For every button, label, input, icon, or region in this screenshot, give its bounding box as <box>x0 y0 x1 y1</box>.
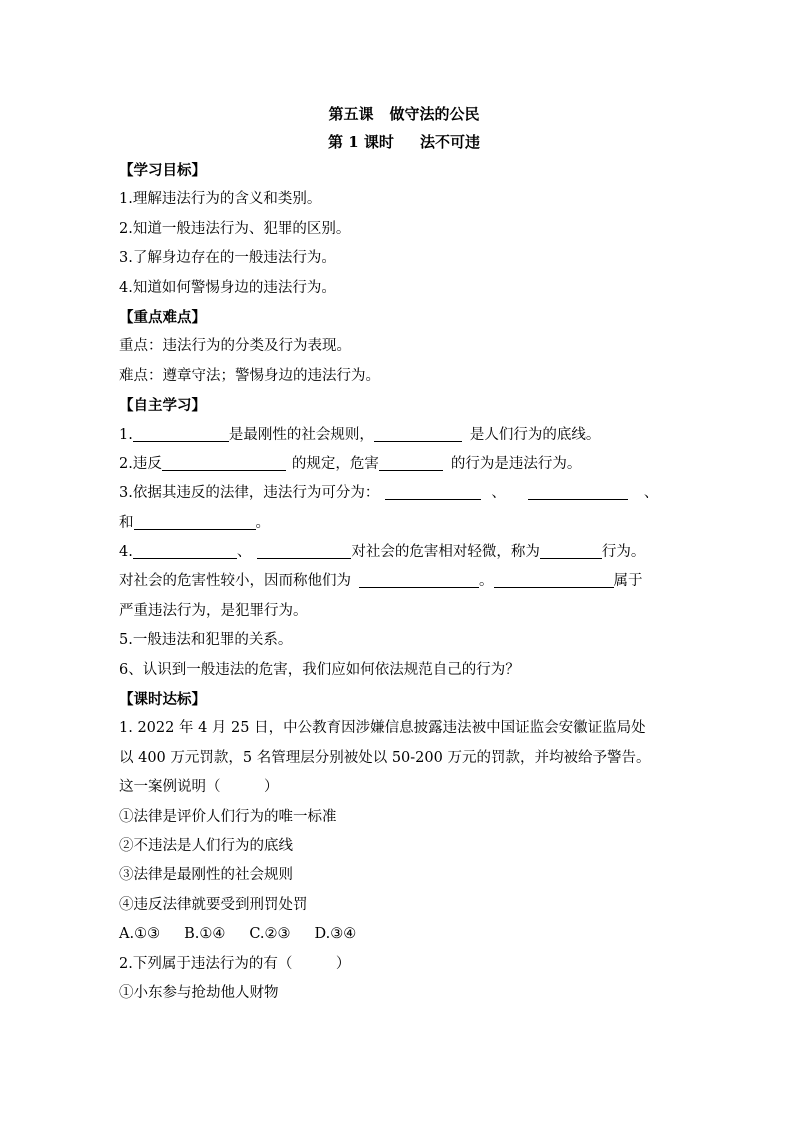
practice-statement: ②不违法是人们行为的底线 <box>119 837 293 854</box>
self-study-question-5: 5.一般违法和犯罪的关系。 <box>119 632 293 649</box>
fill-blank[interactable] <box>385 483 481 500</box>
section-heading-goals: 【学习目标】 <box>119 162 206 179</box>
self-study-question-4 <box>119 538 689 567</box>
lesson-title <box>119 100 689 128</box>
fill-blank[interactable] <box>374 425 462 442</box>
q3-separator: 、 <box>491 485 506 502</box>
practice-statement: ①法律是评价人们行为的唯一标准 <box>119 808 337 825</box>
lesson-title-part1: 第五课 <box>328 105 374 123</box>
q3-and: 和 <box>119 514 134 531</box>
section-heading-self-study: 【自主学习】 <box>119 397 206 415</box>
self-study-question-6: 6、认识到一般违法的危害，我们应如何依法规范自己的行为？ <box>119 661 520 678</box>
fill-blank[interactable] <box>494 571 614 588</box>
option-b[interactable]: B.①④ <box>184 926 226 943</box>
self-study-question-3-cont <box>119 509 689 538</box>
fill-blank[interactable] <box>257 542 351 559</box>
key-point-item: 难点：遵章守法；警惕身边的违法行为。 <box>119 367 380 384</box>
lesson-title-part2: 做守法的公民 <box>389 105 480 123</box>
goal-item: 4.知道如何警惕身边的违法行为。 <box>119 279 336 296</box>
q3-separator: 、 <box>643 485 659 502</box>
self-study-question-4-cont <box>119 567 689 596</box>
goal-item: 3.了解身边存在的一般违法行为。 <box>119 250 336 267</box>
q4-separator: 、 <box>236 544 252 561</box>
q2-text: 2.违反 <box>119 455 162 472</box>
answer-options <box>119 920 689 949</box>
q4-text-end: 行为。 <box>601 544 646 561</box>
q1-text-end: 是人们行为的底线。 <box>469 426 601 443</box>
fill-blank[interactable] <box>359 571 479 588</box>
q3-period: 。 <box>255 514 270 531</box>
practice-question-1-line: 这一案例说明（ ） <box>119 779 279 796</box>
q4-text-3: 属于 <box>613 573 643 590</box>
fill-blank[interactable] <box>134 513 256 530</box>
fill-blank[interactable] <box>528 483 628 500</box>
practice-statement: ④违反法律就要受到刑罚处罚 <box>119 896 308 913</box>
lesson-subtitle <box>119 128 689 156</box>
q4-number: 4. <box>119 544 133 561</box>
practice-statement: ①小东参与抢劫他人财物 <box>119 984 279 1001</box>
goal-item: 1.理解违法行为的含义和类别。 <box>119 191 322 208</box>
section-heading-key-points: 【重点难点】 <box>119 308 206 326</box>
option-d[interactable]: D.③④ <box>314 926 357 943</box>
fill-blank[interactable] <box>379 454 443 471</box>
goal-item: 2.知道一般违法行为、犯罪的区别。 <box>119 220 351 237</box>
self-study-question-3 <box>119 479 689 508</box>
key-point-item: 重点：违法行为的分类及行为表现。 <box>119 338 351 355</box>
section-heading-practice: 【课时达标】 <box>119 691 206 709</box>
document-content <box>119 100 689 1008</box>
q4-text-2: 对社会的危害性较小，因而称他们为 <box>119 573 351 590</box>
q1-number: 1. <box>119 426 133 443</box>
fill-blank[interactable] <box>540 542 602 559</box>
practice-question-1-line: 1. 2022 年 4 月 25 日，中公教育因涉嫌信息披露违法被中国证监会安徽证监局处 <box>119 720 646 737</box>
practice-statement: ③法律是最刚性的社会规则 <box>119 867 293 884</box>
lesson-subtitle-part2: 法不可违 <box>419 133 480 151</box>
q3-text: 3.依据其违反的法律，违法行为可分为： <box>119 485 380 502</box>
self-study-question-1 <box>119 421 689 450</box>
self-study-question-4-cont2: 严重违法行为，是犯罪行为。 <box>119 602 308 619</box>
lesson-subtitle-part1: 第 1 课时 <box>328 133 394 151</box>
q2-text-end: 的行为是违法行为。 <box>450 455 582 472</box>
q4-text: 对社会的危害相对轻微，称为 <box>351 544 540 561</box>
practice-question-2: 2.下列属于违法行为的有（ ） <box>119 955 351 972</box>
q2-text-mid: 的规定，危害 <box>291 455 379 472</box>
self-study-question-2 <box>119 450 689 479</box>
q1-text: 是最刚性的社会规则， <box>228 426 374 443</box>
option-c[interactable]: C.②③ <box>249 926 291 943</box>
option-a[interactable]: A.①③ <box>119 926 161 943</box>
fill-blank[interactable] <box>133 542 237 559</box>
q4-period: 。 <box>479 573 494 590</box>
fill-blank[interactable] <box>133 425 229 442</box>
practice-question-1-line: 以 400 万元罚款，5 名管理层分别被处以 50-200 万元的罚款，并均被给予警告。 <box>119 749 651 766</box>
fill-blank[interactable] <box>162 454 286 471</box>
